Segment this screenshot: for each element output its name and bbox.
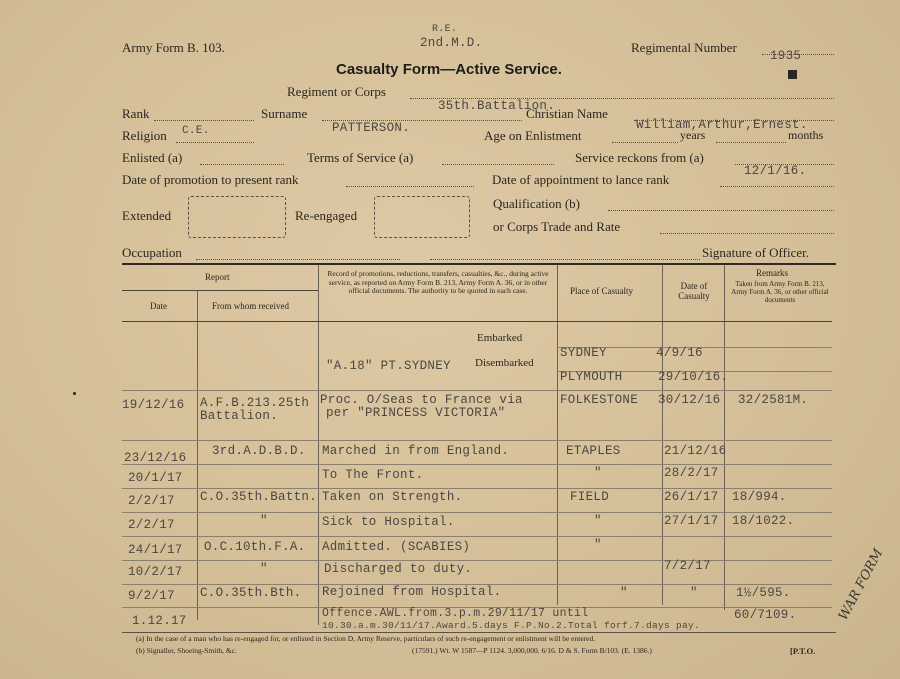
months-label: months bbox=[788, 128, 824, 142]
date-cell: 2/2/17 bbox=[128, 494, 175, 508]
record-cell: Discharged to duty. bbox=[324, 562, 473, 576]
remarks-cell: 18/994. bbox=[732, 490, 787, 504]
rank-label: Rank bbox=[122, 106, 150, 121]
margin-dot-icon bbox=[73, 392, 76, 395]
typed-district: 2nd.M.D. bbox=[420, 36, 483, 50]
record-cell: Admitted. (SCABIES) bbox=[322, 540, 471, 554]
place-cell: ETAPLES bbox=[566, 444, 621, 458]
regimental-number-value: 1935 bbox=[770, 49, 802, 63]
age-label: Age on Enlistment bbox=[484, 128, 582, 143]
pto-label: [P.T.O. bbox=[790, 646, 816, 656]
promotion-date-label: Date of promotion to present rank bbox=[122, 172, 299, 187]
remarks-cell: 32/2581M. bbox=[738, 393, 809, 407]
surname-label: Surname bbox=[261, 106, 308, 121]
footnote-a: (a) In the case of a man who has re-engaged for, or enlisted in Section D, Army Reserve, particulars of such re-engagement or enlistment will be entered. bbox=[136, 634, 596, 643]
date-casualty-cell: 28/2/17 bbox=[664, 466, 719, 480]
record-cell: Offence.AWL.from.3.p.m.29/11/17 until bbox=[322, 607, 589, 620]
from-cell-line2: Battalion. bbox=[200, 409, 279, 423]
record-cell: Taken on Strength. bbox=[322, 490, 463, 504]
header-from-whom: From whom received bbox=[212, 301, 289, 311]
date-casualty-cell: " bbox=[690, 586, 698, 600]
service-reckons-label: Service reckons from (a) bbox=[575, 150, 704, 165]
record-cell: "A.18" PT.SYDNEY bbox=[326, 359, 451, 373]
place-cell: " bbox=[594, 538, 602, 552]
header-remarks-sub: Taken from Army Form B. 213, Army Form A. 36, or other official documents bbox=[731, 280, 829, 304]
form-number: Army Form B. 103. bbox=[122, 40, 225, 55]
record-cell: Sick to Hospital. bbox=[322, 515, 455, 529]
header-remarks: Remarks bbox=[756, 268, 788, 278]
religion-value: C.E. bbox=[182, 125, 210, 137]
footnote-b: (b) Signaller, Shoeing-Smith, &c. bbox=[136, 646, 237, 655]
date-cell: 2/2/17 bbox=[128, 518, 175, 532]
christian-name-label: Christian Name bbox=[526, 106, 608, 121]
place-cell: " bbox=[620, 586, 628, 600]
ink-mark-icon bbox=[788, 70, 797, 79]
record-cell: To The Front. bbox=[322, 468, 424, 482]
embarked-label: Embarked bbox=[477, 332, 523, 344]
date-cell: 9/2/17 bbox=[128, 589, 175, 603]
date-casualty-cell: 29/10/16. bbox=[658, 370, 729, 384]
place-cell: " bbox=[594, 466, 602, 480]
corps-trade-label: or Corps Trade and Rate bbox=[493, 219, 621, 234]
date-cell: 24/1/17 bbox=[128, 543, 183, 557]
record-cell: Rejoined from Hospital. bbox=[322, 585, 502, 599]
extended-label: Extended bbox=[122, 208, 172, 223]
from-cell: " bbox=[260, 562, 268, 576]
disembarked-label: Disembarked bbox=[475, 357, 534, 369]
christian-name-value: William,Arthur,Ernest. bbox=[636, 118, 808, 132]
header-record: Record of promotions, reductions, transfers, casualties, &c., during active service, as reported on Army Form B. 213, Army Form A. 36, or in other official documents. The authority to be quoted in each case. bbox=[327, 269, 549, 296]
place-cell: PLYMOUTH bbox=[560, 370, 623, 384]
typed-unit-code: R.E. bbox=[432, 24, 458, 35]
lance-rank-label: Date of appointment to lance rank bbox=[492, 172, 670, 187]
from-cell: " bbox=[260, 514, 268, 528]
from-cell: 3rd.A.D.B.D. bbox=[212, 444, 306, 458]
record-cell-line2: 10.30.a.m.30/11/17.Award.5.days F.P.No.2.Total forf.7.days pay. bbox=[322, 620, 701, 631]
from-cell: A.F.B.213.25th bbox=[200, 396, 310, 410]
regimental-number-label: Regimental Number bbox=[631, 40, 737, 55]
date-casualty-cell: 7/2/17 bbox=[664, 559, 711, 573]
date-cell: 1.12.17 bbox=[132, 614, 187, 628]
from-cell: C.O.35th.Bth. bbox=[200, 586, 302, 600]
surname-value: PATTERSON. bbox=[332, 121, 411, 135]
from-cell: C.O.35th.Battn. bbox=[200, 490, 318, 504]
remarks-cell: 60/7109. bbox=[734, 608, 797, 622]
header-date: Date bbox=[150, 301, 167, 311]
date-cell: 19/12/16 bbox=[122, 398, 185, 412]
lance-rank-value: 12/1/16. bbox=[744, 164, 807, 178]
remarks-cell: 18/1022. bbox=[732, 514, 795, 528]
date-casualty-cell: 27/1/17 bbox=[664, 514, 719, 528]
religion-label: Religion bbox=[122, 128, 167, 143]
print-reference: (17591.) Wt. W 1587—P 1124. 3,000,000. 6/16. D & S. Form B/103. (E. 1386.) bbox=[412, 646, 652, 655]
date-casualty-cell: 4/9/16 bbox=[656, 346, 703, 360]
extended-box bbox=[188, 196, 286, 238]
place-cell: SYDNEY bbox=[560, 346, 607, 360]
terms-of-service-label: Terms of Service (a) bbox=[307, 150, 414, 165]
remarks-cell: 1½/595. bbox=[736, 586, 791, 600]
place-cell: " bbox=[594, 514, 602, 528]
regiment-value: 35th.Battalion. bbox=[438, 99, 556, 113]
date-cell: 23/12/16 bbox=[124, 451, 187, 465]
form-title: Casualty Form—Active Service. bbox=[336, 61, 562, 78]
header-place: Place of Casualty bbox=[570, 286, 633, 296]
from-cell: O.C.10th.F.A. bbox=[204, 540, 306, 554]
occupation-label: Occupation bbox=[122, 245, 182, 260]
signature-label: Signature of Officer. bbox=[702, 245, 809, 260]
regiment-label: Regiment or Corps bbox=[287, 84, 386, 99]
date-cell: 20/1/17 bbox=[128, 471, 183, 485]
record-cell: Marched in from England. bbox=[322, 444, 510, 458]
war-form-stamp: WAR FORM bbox=[836, 546, 887, 624]
record-cell: Proc. O/Seas to France via bbox=[320, 393, 523, 407]
header-report: Report bbox=[205, 272, 230, 282]
record-cell-line2: per "PRINCESS VICTORIA" bbox=[326, 406, 506, 420]
date-casualty-cell: 21/12/16 bbox=[664, 444, 727, 458]
reengaged-label: Re-engaged bbox=[295, 208, 358, 223]
header-rule bbox=[122, 263, 836, 265]
place-cell: FIELD bbox=[570, 490, 610, 504]
date-casualty-cell: 26/1/17 bbox=[664, 490, 719, 504]
date-cell: 10/2/17 bbox=[128, 565, 183, 579]
header-date-casualty: Date of Casualty bbox=[678, 281, 710, 301]
years-label: years bbox=[680, 128, 706, 142]
place-cell: FOLKESTONE bbox=[560, 393, 639, 407]
qualification-label: Qualification (b) bbox=[493, 196, 580, 211]
reengaged-box bbox=[374, 196, 470, 238]
enlisted-label: Enlisted (a) bbox=[122, 150, 183, 165]
date-casualty-cell: 30/12/16 bbox=[658, 393, 721, 407]
